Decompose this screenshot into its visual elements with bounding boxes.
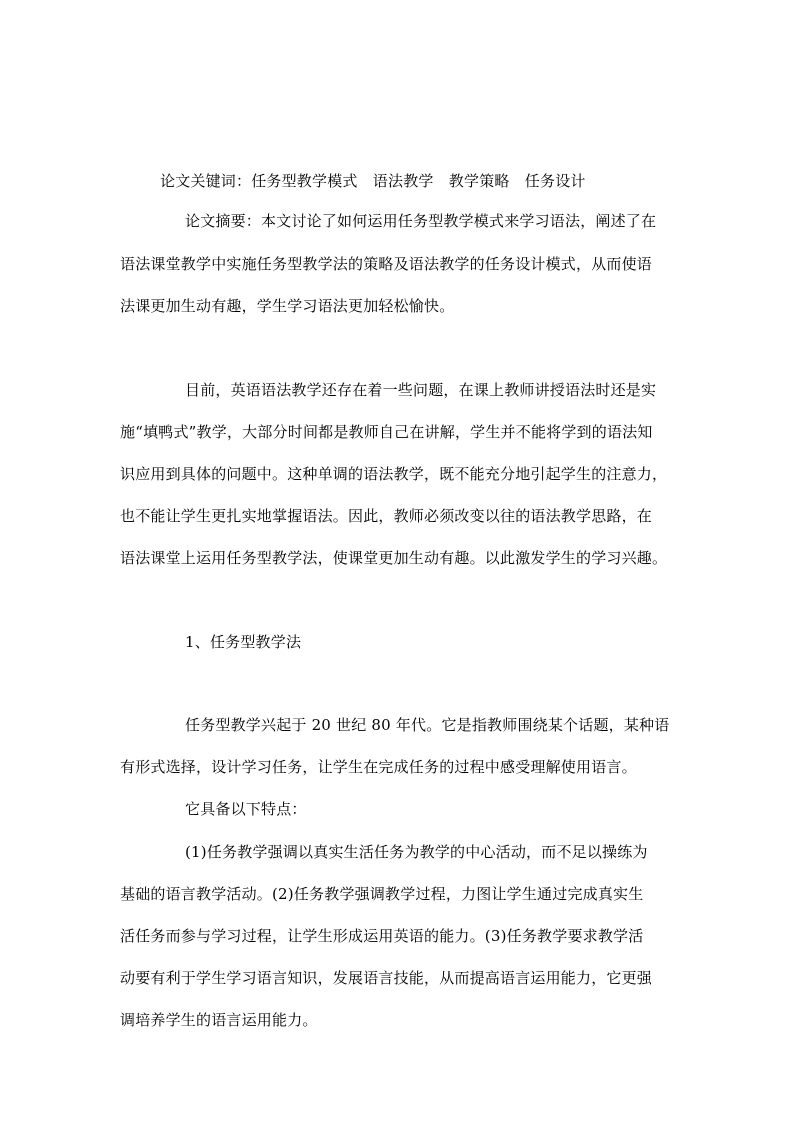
abstract-line-1: 论文摘要：本文讨论了如何运用任务型教学模式来学习语法，阐述了在 (185, 212, 657, 230)
features-line-3: 活任务而参与学习过程，让学生形成运用英语的能力。(3)任务教学要求教学活 (120, 927, 644, 945)
intro-line-1: 目前，英语语法教学还存在着一些问题，在课上教师讲授语法时还是实 (185, 381, 657, 399)
features-line-2: 基础的语言教学活动。(2)任务教学强调教学过程，力图让学生通过完成真实生 (120, 885, 644, 903)
abstract-line-3: 法课更加生动有趣，学生学习语法更加轻松愉快。 (120, 297, 455, 315)
features-line-1: (1)任务教学强调以真实生活任务为教学的中心活动，而不足以操练为 (185, 843, 648, 861)
keywords-line: 论文关键词：任务型教学模式 语法教学 教学策略 任务设计 (160, 172, 586, 190)
features-line-4: 动要有利于学生学习语言知识，发展语言技能，从而提高语言运用能力，它更强 (120, 969, 653, 987)
intro-line-4: 也不能让学生更扎实地掌握语法。因此，教师必须改变以往的语法教学思路，在 (120, 507, 653, 525)
section-heading: 1、任务型教学法 (185, 633, 302, 651)
section-para-line-2: 有形式选择，设计学习任务，让学生在完成任务的过程中感受理解使用语言。 (120, 758, 637, 776)
features-line-5: 调培养学生的语言运用能力。 (120, 1011, 318, 1029)
intro-line-2: 施“填鸭式”教学，大部分时间都是教师自己在讲解，学生并不能将学到的语法知 (120, 423, 653, 441)
features-intro: 它具备以下特点： (185, 800, 307, 818)
intro-line-3: 识应用到具体的问题中。这种单调的语法教学，既不能充分地引起学生的注意力， (120, 465, 668, 483)
abstract-line-2: 语法课堂教学中实施任务型教学法的策略及语法教学的任务设计模式，从而使语 (120, 255, 653, 273)
section-para-line-1: 任务型教学兴起于 20 世纪 80 年代。它是指教师围绕某个话题，某种语 (185, 716, 670, 734)
intro-line-5: 语法课堂上运用任务型教学法，使课堂更加生动有趣。以此激发学生的学习兴趣。 (120, 549, 668, 567)
